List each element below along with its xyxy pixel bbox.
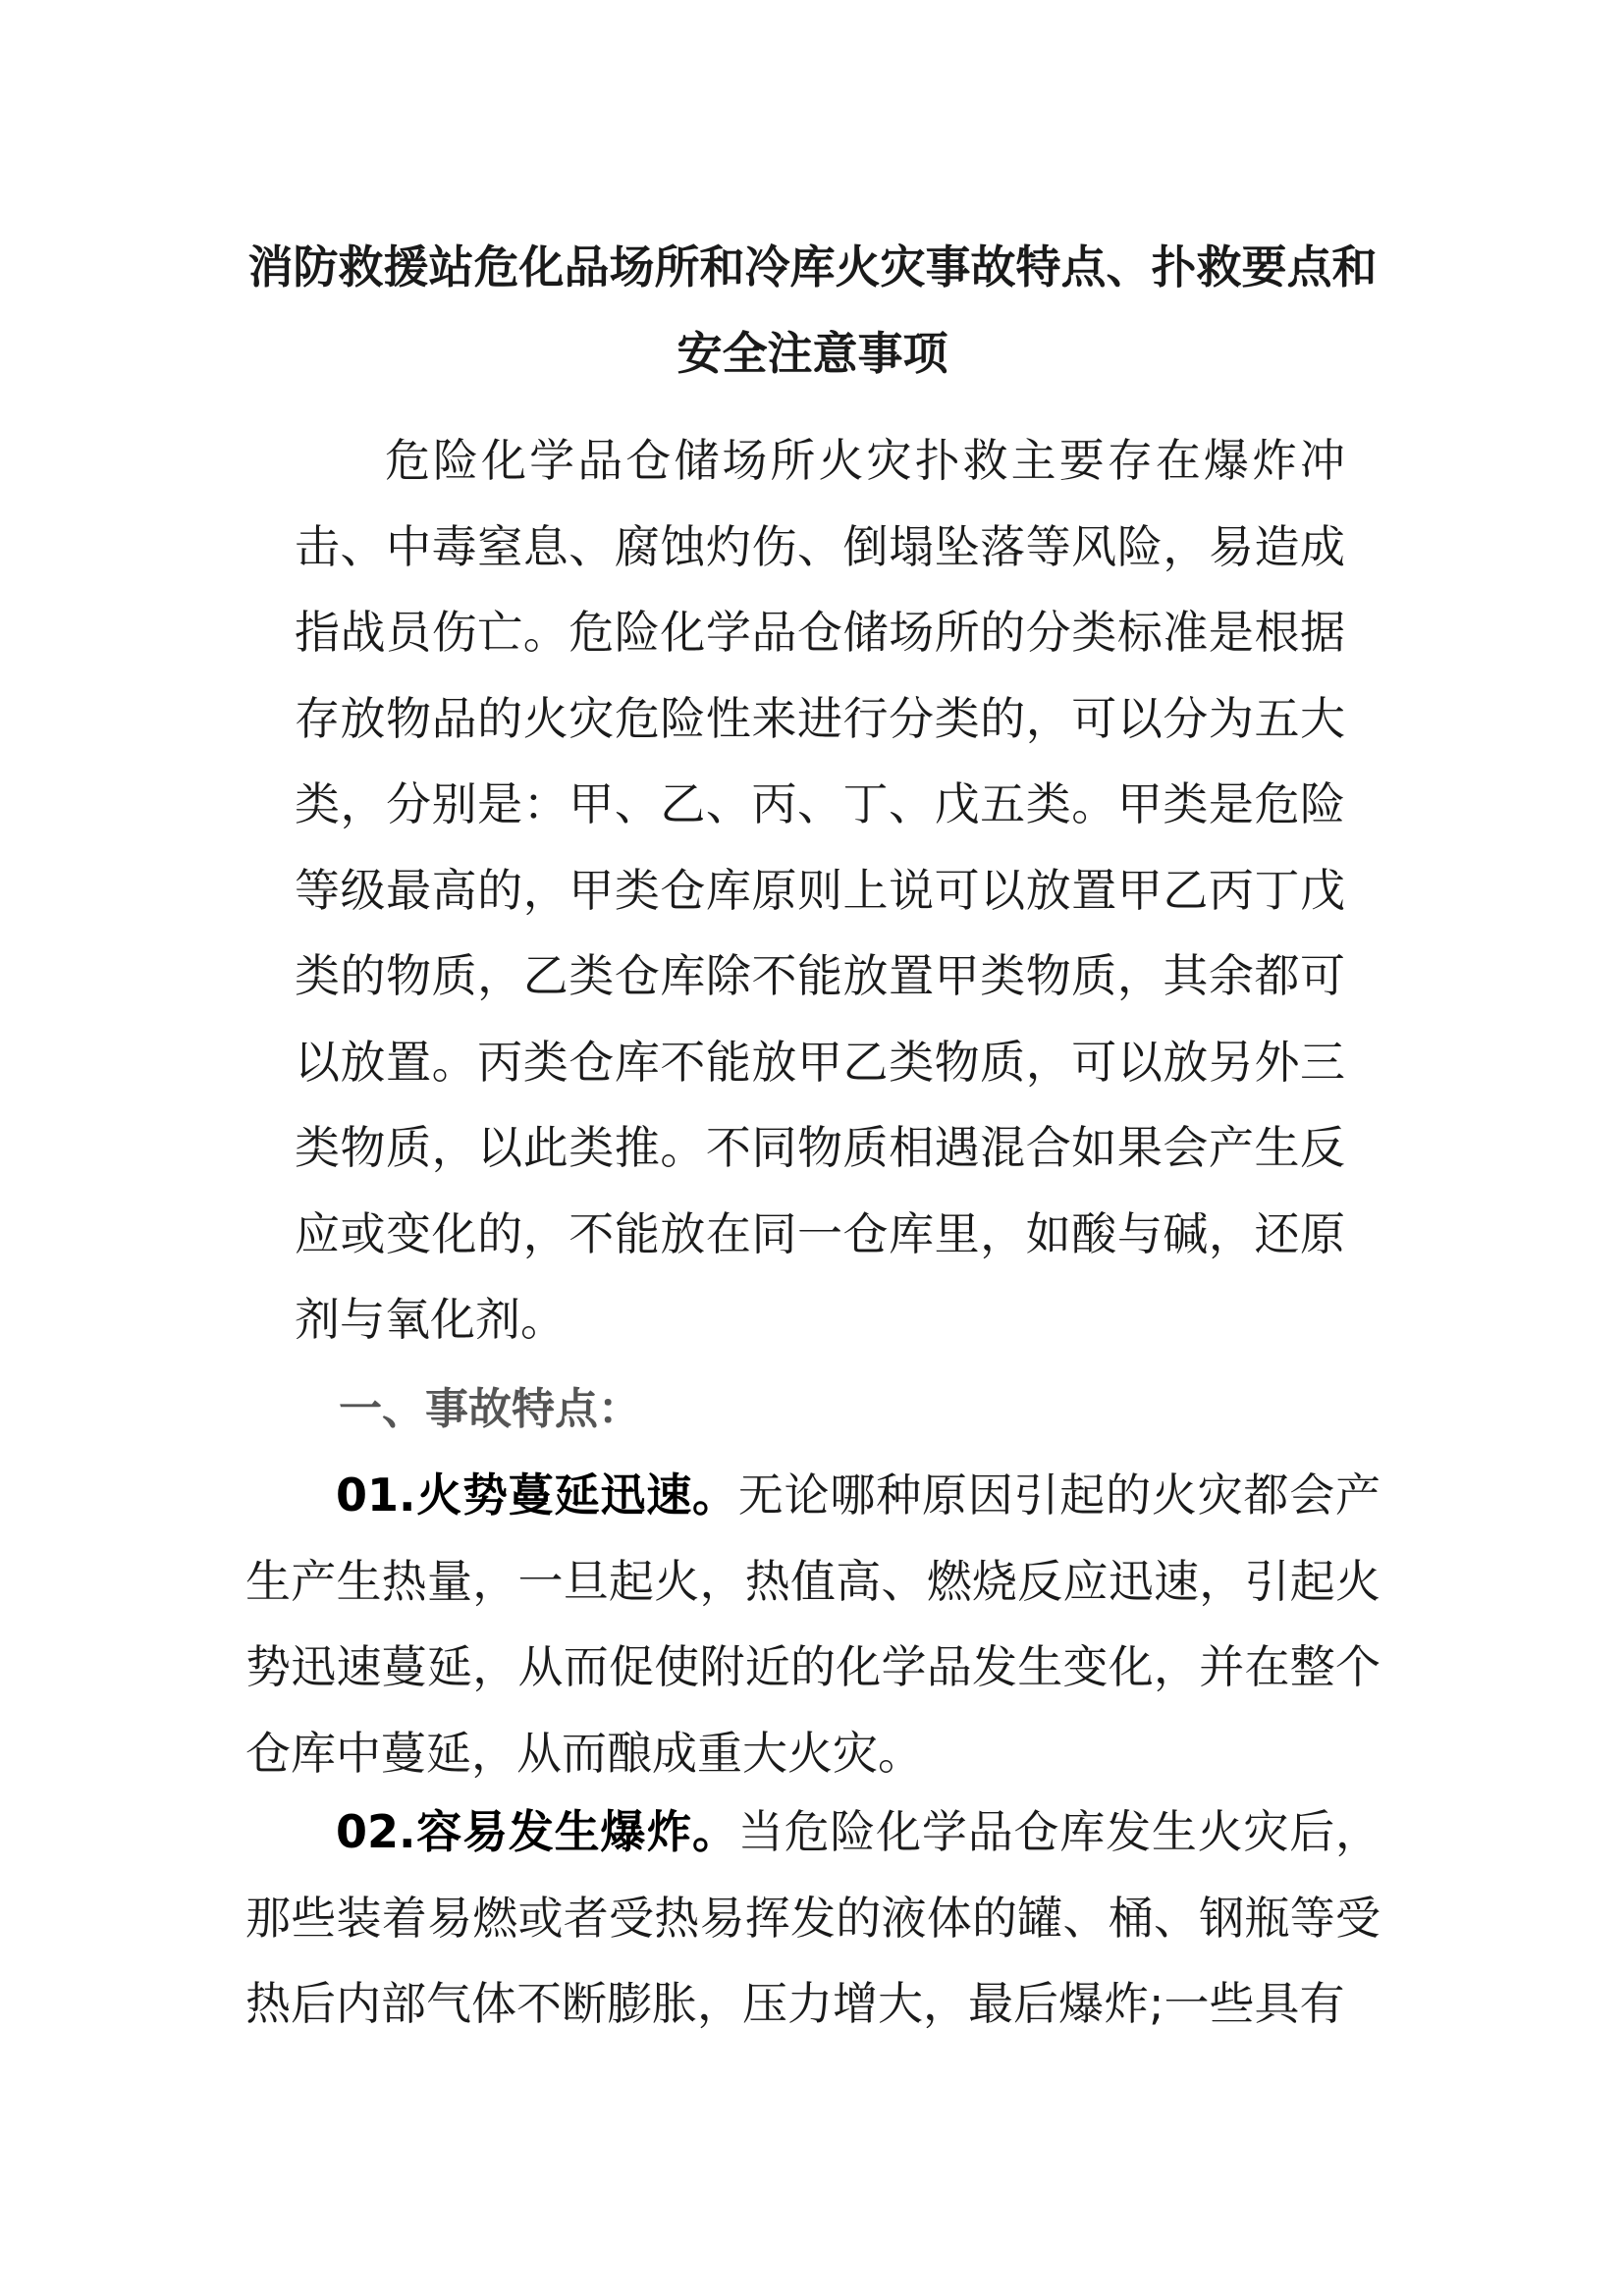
feature-item-1-lead: 01.火势蔓延迅速。 (336, 1468, 738, 1522)
feature-item-1-body: 无论哪种原因引起的火灾都会产生产生热量，一旦起火，热值高、燃烧反应迅速，引起火势迅速蔓延，从而促使附近的化学品发生变化，并在整个仓库中蔓延，从而酿成重大火灾。 (245, 1468, 1380, 1780)
feature-item-2-body: 当危险化学品仓库发生火灾后，那些装着易燃或者受热易挥发的液体的罐、桶、钢瓶等受热后内部气体不断膨胀，压力增大，最后爆炸;一些具有 (245, 1805, 1380, 2030)
feature-item-2-lead: 02.容易发生爆炸。 (336, 1805, 738, 1858)
section-heading-accident-features: 一、事故特点： (339, 1384, 641, 1434)
feature-item-2 (245, 1789, 1380, 2048)
intro-paragraph: 危险化学品仓储场所火灾扑救主要存在爆炸冲击、中毒窒息、腐蚀灼伤、倒塌坠落等风险，易造成指战员伤亡。危险化学品仓储场所的分类标准是根据存放物品的火灾危险性来进行分类的，可以分为五大类，分别是：甲、乙、丙、丁、戊五类。甲类是危险等级最高的，甲类仓库原则上说可以放置甲乙丙丁戊类的物质，乙类仓库除不能放置甲类物质，其余都可以放置。丙类仓库不能放甲乙类物质，可以放另外三类物质，以此类推。不同物质相遇混合如果会产生反应或变化的，不能放在同一仓库里，如酸与碱，还原剂与氧化剂。 (295, 434, 1345, 1346)
feature-item-1 (245, 1453, 1380, 1796)
document-title: 消防救援站危化品场所和冷库火灾事故特点、扑救要点和安全注意事项 (247, 240, 1378, 380)
